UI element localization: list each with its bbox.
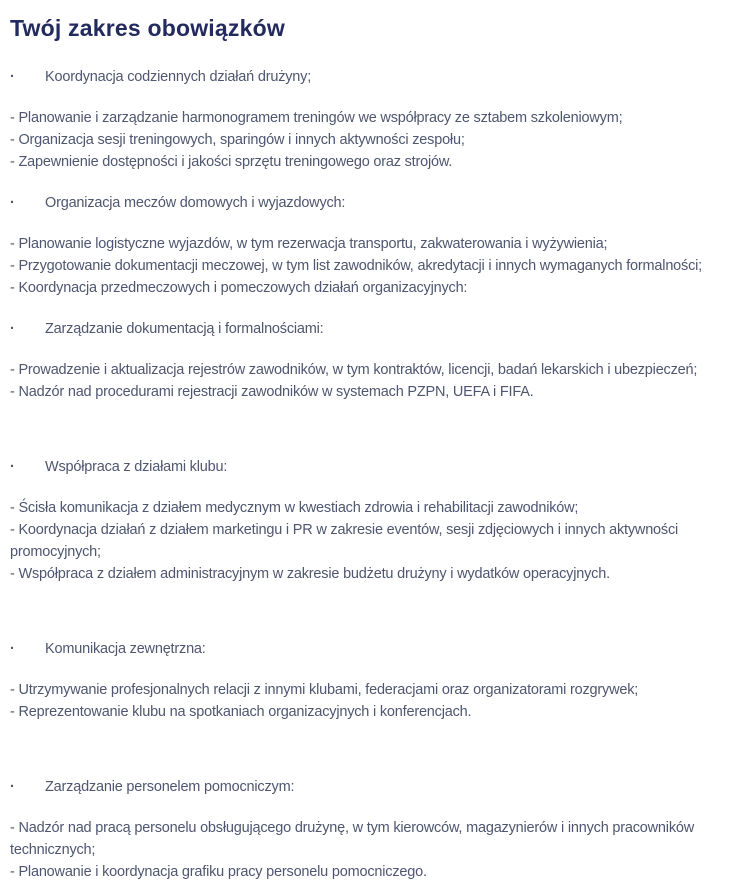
duty-detail-line: - Organizacja sesji treningowych, sparingów i innych aktywności zespołu; xyxy=(10,132,465,148)
duty-detail-line: - Prowadzenie i aktualizacja rejestrów zawodników, w tym kontraktów, licencji, badań lekarskich i ubezpieczeń; xyxy=(10,362,698,378)
duty-detail-block xyxy=(10,679,747,723)
duty-section xyxy=(10,742,747,883)
duty-category-label: Komunikacja zewnętrzna: xyxy=(45,641,206,657)
duty-detail-line: - Przygotowanie dokumentacji meczowej, w tym list zawodników, akredytacji i innych wymaganych formalności; xyxy=(10,258,702,274)
duty-category-label: Zarządzanie personelem pomocniczym: xyxy=(45,779,295,795)
duty-detail-line: - Planowanie logistyczne wyjazdów, w tym rezerwacja transportu, zakwaterowania i wyżywienia; xyxy=(10,236,608,252)
duty-category-label: Organizacja meczów domowych i wyjazdowych: xyxy=(45,195,346,211)
duty-detail-line: - Koordynacja działań z działem marketingu i PR w zakresie eventów, sesji zdjęciowych i innych aktywności promocyjnych; xyxy=(10,522,679,560)
duty-detail-line: - Reprezentowanie klubu na spotkaniach organizacyjnych i konferencjach. xyxy=(10,704,472,720)
duty-detail-line: - Nadzór nad pracą personelu obsługującego drużynę, w tym kierowców, magazynierów i innych pracowników technicznych; xyxy=(10,820,695,858)
duty-section xyxy=(10,422,747,585)
bullet-dot-marker: · xyxy=(10,459,15,475)
duty-section xyxy=(10,604,747,723)
bullet-dot-marker: · xyxy=(10,779,15,795)
duty-section xyxy=(10,66,747,173)
duty-bullet-line xyxy=(10,318,747,340)
bullet-dot-marker: · xyxy=(10,321,15,337)
duty-bullet-line xyxy=(10,456,747,478)
bullet-dot-marker: · xyxy=(10,195,15,211)
duty-detail-line: - Planowanie i zarządzanie harmonogramem treningów we współpracy ze sztabem szkoleniowym; xyxy=(10,110,623,126)
duty-bullet-line xyxy=(10,66,747,88)
duty-detail-block xyxy=(10,233,747,299)
duty-category-label: Współpraca z działami klubu: xyxy=(45,459,228,475)
duty-detail-line: - Zapewnienie dostępności i jakości sprzętu treningowego oraz strojów. xyxy=(10,154,453,170)
duty-detail-block xyxy=(10,497,747,585)
bullet-dot-marker: · xyxy=(10,641,15,657)
duty-bullet-line xyxy=(10,192,747,214)
duty-section xyxy=(10,318,747,403)
duty-detail-line: - Współpraca z działem administracyjnym w zakresie budżetu drużyny i wydatków operacyjnych. xyxy=(10,566,610,582)
duty-detail-block xyxy=(10,817,747,883)
duty-detail-line: - Utrzymywanie profesjonalnych relacji z innymi klubami, federacjami oraz organizatorami rozgrywek; xyxy=(10,682,639,698)
duty-category-label: Zarządzanie dokumentacją i formalnościami: xyxy=(45,321,324,337)
duties-list xyxy=(10,66,747,883)
duty-detail-block xyxy=(10,107,747,173)
duty-detail-line: - Koordynacja przedmeczowych i pomeczowych działań organizacyjnych: xyxy=(10,280,468,296)
duty-bullet-line xyxy=(10,776,747,798)
duty-section xyxy=(10,192,747,299)
duty-detail-line: - Planowanie i koordynacja grafiku pracy personelu pomocniczego. xyxy=(10,864,427,880)
page-title: Twój zakres obowiązków xyxy=(10,15,285,41)
bullet-dot-marker: · xyxy=(10,69,15,85)
duty-category-label: Koordynacja codziennych działań drużyny; xyxy=(45,69,312,85)
duty-detail-block xyxy=(10,359,747,403)
duty-detail-line: - Ścisła komunikacja z działem medycznym w kwestiach zdrowia i rehabilitacji zawodników; xyxy=(10,500,579,516)
duty-bullet-line xyxy=(10,638,747,660)
duty-detail-line: - Nadzór nad procedurami rejestracji zawodników w systemach PZPN, UEFA i FIFA. xyxy=(10,384,534,400)
